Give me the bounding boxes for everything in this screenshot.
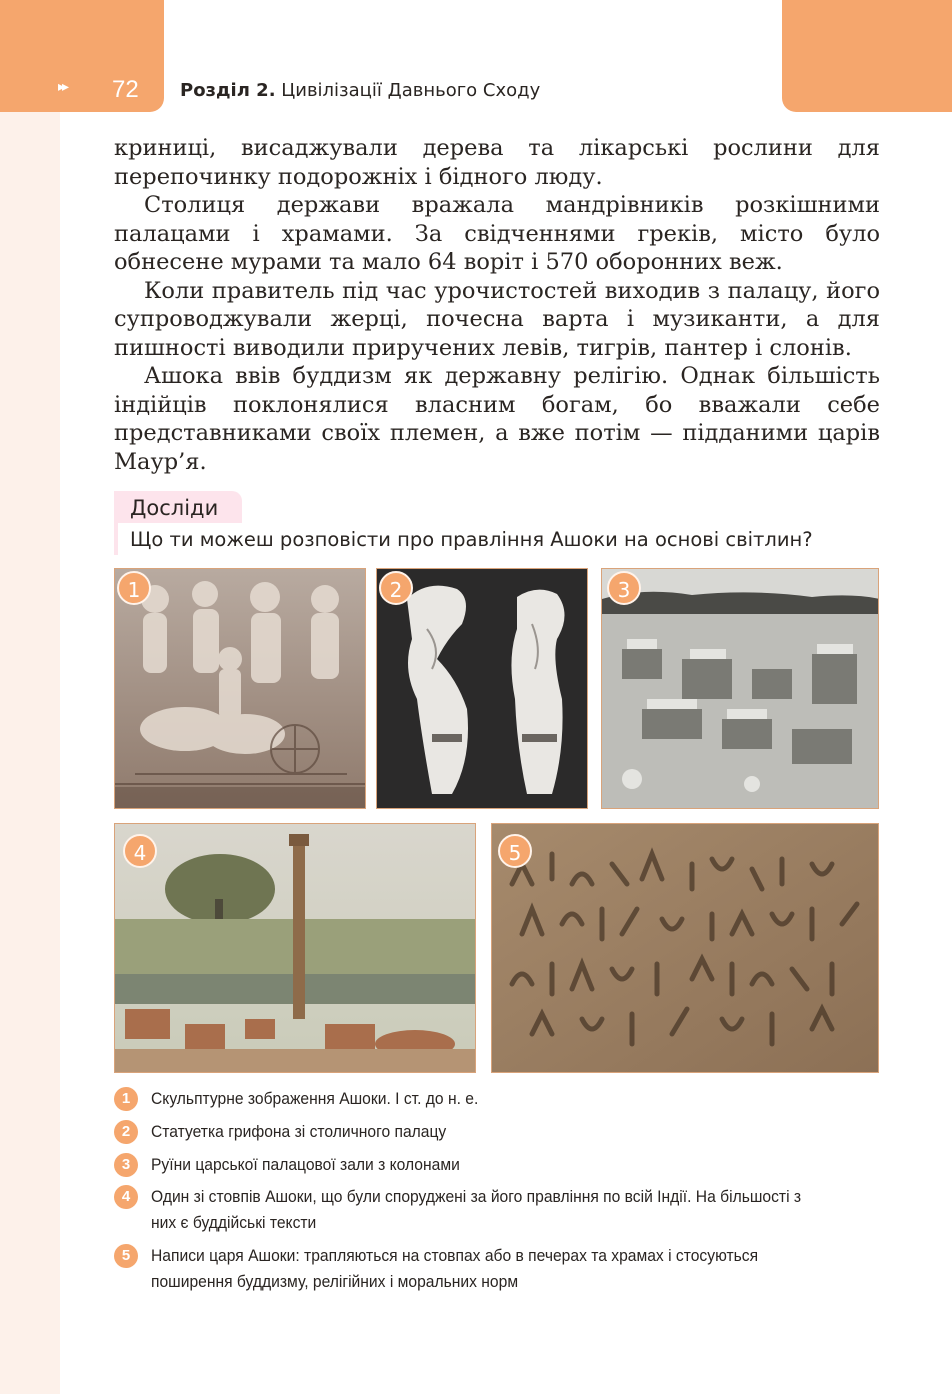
caption-5 <box>114 1243 884 1295</box>
inscription-image <box>492 824 879 1073</box>
photo-badge-2: 2 <box>379 571 413 605</box>
photo-badge-4: 4 <box>123 834 157 868</box>
caption-text-2: Статуетка грифона зі столичного палацу <box>151 1122 447 1141</box>
page-number: 72 <box>112 76 139 103</box>
section-heading <box>180 80 540 101</box>
section-title: Цивілізації Давнього Сходу <box>275 80 541 101</box>
caption-text-3: Руїни царської палацової зали з колонами <box>151 1155 460 1174</box>
photo-griffin-statuette <box>376 568 588 809</box>
paragraph-3: Коли правитель під час урочистостей виходив з палацу, його супроводжували жерці, почесна варта і музиканти, а для пишності виводили приручених левів, тигрів, пантер і слонів. <box>114 277 880 361</box>
section-label: Розділ 2. <box>180 80 276 101</box>
explore-heading: Досліди <box>114 491 242 523</box>
paragraph-2: Столиця держави вражала мандрівників розкішними палацами і храмами. За свідченнями греків, місто було обнесене мурами та мало 64 воріт і 570 оборонних веж. <box>114 192 880 275</box>
caption-text-4: Один зі стовпів Ашоки, що були споруджені за його правління по всій Індії. На більшості з них є буддійські тексти <box>151 1187 802 1232</box>
caption-1 <box>114 1086 884 1112</box>
pillar-image <box>115 824 476 1073</box>
header-tab-left <box>0 0 164 112</box>
caption-badge-1: 1 <box>114 1087 138 1111</box>
header-arrows-icon: ▸▸ <box>58 79 67 95</box>
caption-2 <box>114 1119 884 1145</box>
photo-ashoka-pillar <box>114 823 476 1073</box>
caption-text-5: Написи царя Ашоки: трапляються на стовпах або в печерах та храмах і стосуються поширення буддизму, релігійних і моральних норм <box>151 1246 759 1291</box>
caption-badge-4: 4 <box>114 1185 138 1209</box>
paragraph-1: криниці, висаджували дерева та лікарські рослини для перепочинку подорожніх і бідного люду. <box>114 135 880 190</box>
caption-badge-2: 2 <box>114 1120 138 1144</box>
header-tab-right <box>782 0 952 112</box>
relief-image <box>115 569 366 809</box>
caption-badge-5: 5 <box>114 1244 138 1268</box>
explore-bar <box>114 523 118 555</box>
griffin-image <box>377 569 588 809</box>
caption-3 <box>114 1152 884 1178</box>
main-text <box>114 134 880 476</box>
photo-relief-ashoka <box>114 568 366 809</box>
photo-badge-3: 3 <box>607 571 641 605</box>
photo-badge-1: 1 <box>117 571 151 605</box>
explore-question: Що ти можеш розповісти про правління Ашоки на основі світлин? <box>130 528 813 551</box>
ruins-image <box>602 569 879 809</box>
caption-4 <box>114 1184 884 1236</box>
photo-ashoka-inscriptions <box>491 823 879 1073</box>
photo-palace-ruins <box>601 568 879 809</box>
photo-badge-5: 5 <box>498 834 532 868</box>
caption-badge-3: 3 <box>114 1153 138 1177</box>
caption-text-1: Скульптурне зображення Ашоки. І ст. до н. е. <box>151 1089 479 1108</box>
paragraph-4: Ашока ввів буддизм як державну релігію. Однак більшість індійців поклонялися власним богам, бо вважали себе представниками своїх племен, а вже потім — підданими царів Маур’я. <box>114 363 880 475</box>
